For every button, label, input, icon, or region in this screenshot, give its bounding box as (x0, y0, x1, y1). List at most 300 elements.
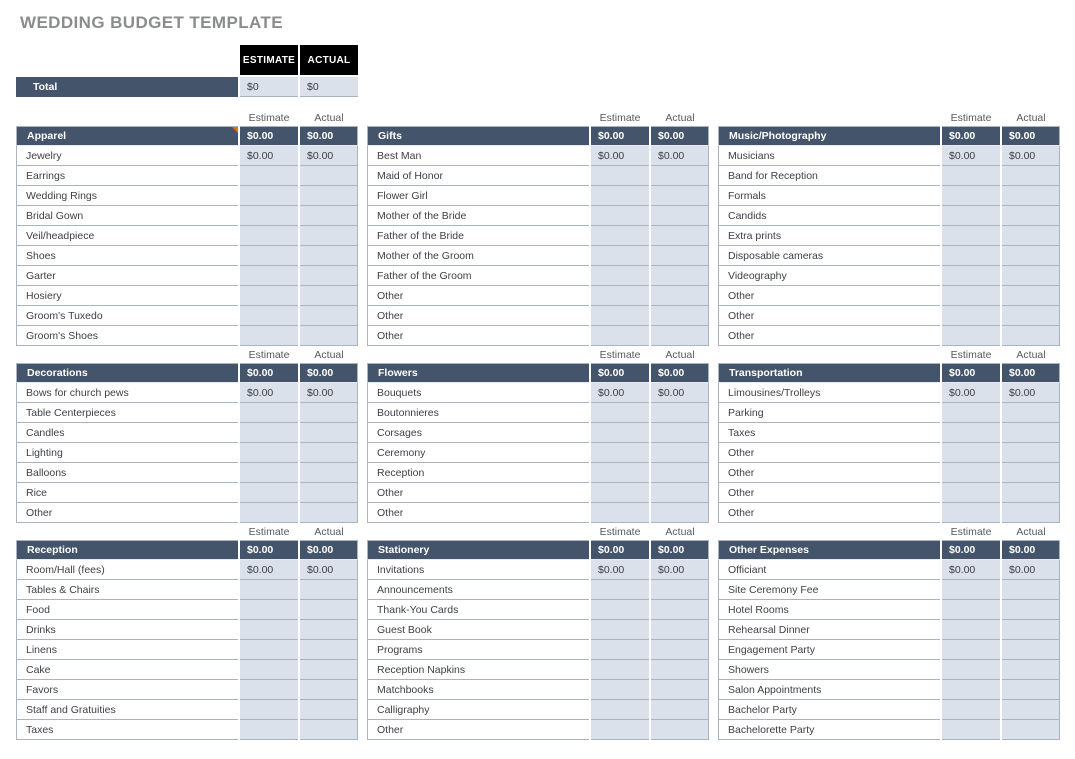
item-actual-cell[interactable] (1002, 680, 1060, 700)
item-estimate-cell[interactable] (240, 700, 298, 720)
actual-caption: Actual (665, 526, 695, 538)
item-estimate-cell[interactable] (942, 306, 1000, 326)
item-label-cell[interactable]: Other (718, 286, 940, 306)
item-actual-cell[interactable] (300, 306, 358, 326)
item-actual-cell[interactable] (651, 186, 709, 206)
item-actual-cell[interactable] (651, 443, 709, 463)
item-actual-cell[interactable] (300, 206, 358, 226)
item-estimate-cell[interactable] (942, 326, 1000, 346)
section-estimate-total-cell[interactable]: $0.00 (942, 126, 1000, 146)
item-estimate-cell[interactable] (591, 463, 649, 483)
item-actual-cell[interactable] (651, 600, 709, 620)
item-estimate-cell[interactable] (591, 600, 649, 620)
column-captions-row (367, 523, 709, 540)
item-actual-cell[interactable] (1002, 660, 1060, 680)
item-label-cell[interactable]: Candids (718, 206, 940, 226)
section-actual-total-cell[interactable]: $0.00 (1002, 126, 1060, 146)
item-actual-cell[interactable] (1002, 306, 1060, 326)
item-label-cell[interactable]: Invitations (367, 560, 589, 580)
item-label-cell[interactable]: Other (367, 306, 589, 326)
item-label-cell[interactable]: Tables & Chairs (16, 580, 238, 600)
item-actual-cell[interactable] (300, 620, 358, 640)
item-label-cell[interactable]: Reception (367, 463, 589, 483)
item-actual-cell[interactable] (300, 660, 358, 680)
item-label-cell[interactable]: Other (367, 503, 589, 523)
column-captions-row (718, 346, 1060, 363)
item-actual-cell[interactable] (300, 403, 358, 423)
item-label-cell[interactable]: Table Centerpieces (16, 403, 238, 423)
item-estimate-cell[interactable]: $0.00 (240, 560, 298, 580)
item-label-cell[interactable]: Cake (16, 660, 238, 680)
item-estimate-cell[interactable] (240, 286, 298, 306)
item-label-cell[interactable]: Disposable cameras (718, 246, 940, 266)
item-actual-cell[interactable] (651, 206, 709, 226)
item-estimate-cell[interactable] (240, 443, 298, 463)
item-actual-cell[interactable] (651, 463, 709, 483)
summary-estimate-header-cell[interactable]: ESTIMATE (240, 45, 298, 75)
item-actual-cell[interactable] (651, 503, 709, 523)
item-estimate-cell[interactable] (240, 403, 298, 423)
item-actual-cell[interactable] (1002, 503, 1060, 523)
item-actual-cell[interactable] (1002, 403, 1060, 423)
item-estimate-cell[interactable] (591, 266, 649, 286)
section-estimate-total-cell[interactable]: $0.00 (942, 363, 1000, 383)
item-estimate-cell[interactable] (240, 226, 298, 246)
item-estimate-cell[interactable] (240, 680, 298, 700)
column-captions-row (16, 523, 358, 540)
item-estimate-cell[interactable]: $0.00 (591, 146, 649, 166)
item-label-cell[interactable]: Site Ceremony Fee (718, 580, 940, 600)
section-table (718, 363, 1060, 523)
item-actual-cell[interactable] (1002, 720, 1060, 740)
item-label-cell[interactable]: Linens (16, 640, 238, 660)
section-actual-total-cell[interactable]: $0.00 (300, 126, 358, 146)
item-label-cell[interactable]: Other (718, 503, 940, 523)
actual-caption: Actual (314, 526, 344, 538)
item-actual-cell[interactable]: $0.00 (651, 383, 709, 403)
item-estimate-cell[interactable] (942, 580, 1000, 600)
item-label-cell[interactable]: Bachelor Party (718, 700, 940, 720)
item-estimate-cell[interactable] (591, 660, 649, 680)
section-actual-total-cell[interactable]: $0.00 (651, 126, 709, 146)
item-actual-cell[interactable] (651, 423, 709, 443)
item-label-cell[interactable]: Salon Appointments (718, 680, 940, 700)
item-estimate-cell[interactable] (240, 620, 298, 640)
item-actual-cell[interactable] (1002, 186, 1060, 206)
item-label-cell[interactable]: Showers (718, 660, 940, 680)
actual-caption: Actual (1016, 526, 1046, 538)
item-estimate-cell[interactable] (240, 266, 298, 286)
sections-column-3 (718, 109, 1060, 740)
section-estimate-total-cell[interactable]: $0.00 (591, 540, 649, 560)
item-label-cell[interactable]: Other (367, 326, 589, 346)
item-estimate-cell[interactable] (240, 206, 298, 226)
item-label-cell[interactable]: Bachelorette Party (718, 720, 940, 740)
summary-spacer (16, 45, 238, 75)
item-label-cell[interactable]: Father of the Bride (367, 226, 589, 246)
item-actual-cell[interactable] (300, 166, 358, 186)
item-estimate-cell[interactable] (942, 700, 1000, 720)
item-estimate-cell[interactable] (240, 166, 298, 186)
section-actual-total-cell[interactable]: $0.00 (1002, 540, 1060, 560)
item-estimate-cell[interactable] (942, 620, 1000, 640)
item-actual-cell[interactable] (300, 503, 358, 523)
section-table (718, 126, 1060, 346)
item-estimate-cell[interactable] (942, 186, 1000, 206)
section-header-cell[interactable]: Other Expenses (718, 540, 940, 560)
section-table (367, 540, 709, 740)
item-estimate-cell[interactable] (591, 246, 649, 266)
item-label-cell[interactable]: Candles (16, 423, 238, 443)
actual-caption: Actual (314, 349, 344, 361)
item-estimate-cell[interactable]: $0.00 (240, 146, 298, 166)
item-actual-cell[interactable] (651, 266, 709, 286)
item-label-cell[interactable]: Favors (16, 680, 238, 700)
item-label-cell[interactable]: Veil/headpiece (16, 226, 238, 246)
section-estimate-total-cell[interactable]: $0.00 (240, 363, 298, 383)
item-label-cell[interactable]: Formals (718, 186, 940, 206)
section-actual-total-cell[interactable]: $0.00 (1002, 363, 1060, 383)
section-header-cell[interactable]: Apparel (16, 126, 238, 146)
item-label-cell[interactable]: Balloons (16, 463, 238, 483)
item-actual-cell[interactable] (300, 680, 358, 700)
item-label-cell[interactable]: Bridal Gown (16, 206, 238, 226)
sections-column-1 (16, 109, 358, 740)
column-captions-row (16, 109, 358, 126)
item-estimate-cell[interactable] (942, 640, 1000, 660)
item-estimate-cell[interactable] (942, 246, 1000, 266)
item-actual-cell[interactable] (300, 423, 358, 443)
item-estimate-cell[interactable] (942, 660, 1000, 680)
section-estimate-total-cell[interactable]: $0.00 (591, 363, 649, 383)
item-actual-cell[interactable] (300, 483, 358, 503)
item-label-cell[interactable]: Videography (718, 266, 940, 286)
item-actual-cell[interactable] (651, 640, 709, 660)
item-label-cell[interactable]: Rice (16, 483, 238, 503)
item-estimate-cell[interactable] (240, 246, 298, 266)
item-estimate-cell[interactable]: $0.00 (942, 146, 1000, 166)
item-actual-cell[interactable] (1002, 246, 1060, 266)
item-label-cell[interactable]: Flower Girl (367, 186, 589, 206)
item-label-cell[interactable]: Groom's Shoes (16, 326, 238, 346)
item-actual-cell[interactable]: $0.00 (300, 560, 358, 580)
item-actual-cell[interactable] (651, 483, 709, 503)
item-label-cell[interactable]: Mother of the Bride (367, 206, 589, 226)
item-estimate-cell[interactable] (942, 266, 1000, 286)
item-actual-cell[interactable] (651, 286, 709, 306)
section-table (16, 126, 358, 346)
item-actual-cell[interactable] (1002, 423, 1060, 443)
item-estimate-cell[interactable] (591, 423, 649, 443)
item-actual-cell[interactable] (300, 600, 358, 620)
item-label-cell[interactable]: Matchbooks (367, 680, 589, 700)
actual-caption: Actual (665, 349, 695, 361)
item-actual-cell[interactable] (651, 226, 709, 246)
item-label-cell[interactable]: Other (367, 720, 589, 740)
item-actual-cell[interactable] (651, 166, 709, 186)
item-label-cell[interactable]: Guest Book (367, 620, 589, 640)
item-label-cell[interactable]: Other (718, 463, 940, 483)
section-estimate-total-cell[interactable]: $0.00 (942, 540, 1000, 560)
item-estimate-cell[interactable] (240, 503, 298, 523)
item-estimate-cell[interactable] (240, 660, 298, 680)
estimate-caption: Estimate (248, 349, 290, 361)
section-header-cell[interactable]: Decorations (16, 363, 238, 383)
item-estimate-cell[interactable]: $0.00 (591, 383, 649, 403)
actual-caption: Actual (314, 112, 344, 124)
estimate-caption: Estimate (950, 112, 992, 124)
section-header-cell[interactable]: Reception (16, 540, 238, 560)
item-estimate-cell[interactable] (591, 326, 649, 346)
item-estimate-cell[interactable] (942, 226, 1000, 246)
item-actual-cell[interactable]: $0.00 (1002, 560, 1060, 580)
item-actual-cell[interactable] (1002, 443, 1060, 463)
item-label-cell[interactable]: Earrings (16, 166, 238, 186)
sections-column-2 (367, 109, 709, 740)
section-table (367, 363, 709, 523)
item-estimate-cell[interactable]: $0.00 (240, 383, 298, 403)
item-actual-cell[interactable] (651, 326, 709, 346)
item-estimate-cell[interactable] (591, 700, 649, 720)
section-table (718, 540, 1060, 740)
section-actual-total-cell[interactable]: $0.00 (300, 540, 358, 560)
item-label-cell[interactable]: Other (718, 326, 940, 346)
item-estimate-cell[interactable] (591, 206, 649, 226)
item-actual-cell[interactable] (300, 463, 358, 483)
item-label-cell[interactable]: Best Man (367, 146, 589, 166)
item-label-cell[interactable]: Engagement Party (718, 640, 940, 660)
item-label-cell[interactable]: Taxes (718, 423, 940, 443)
section-actual-total-cell[interactable]: $0.00 (651, 540, 709, 560)
item-label-cell[interactable]: Drinks (16, 620, 238, 640)
section-header-cell[interactable]: Transportation (718, 363, 940, 383)
item-estimate-cell[interactable] (591, 166, 649, 186)
item-estimate-cell[interactable] (240, 720, 298, 740)
item-estimate-cell[interactable] (591, 286, 649, 306)
item-label-cell[interactable]: Boutonnieres (367, 403, 589, 423)
item-estimate-cell[interactable] (591, 443, 649, 463)
item-actual-cell[interactable] (300, 580, 358, 600)
page-title: WEDDING BUDGET TEMPLATE (20, 13, 283, 32)
sections-grid (16, 109, 1061, 740)
item-estimate-cell[interactable] (942, 720, 1000, 740)
total-label-cell[interactable]: Total (16, 77, 238, 97)
item-actual-cell[interactable] (1002, 463, 1060, 483)
item-estimate-cell[interactable] (942, 680, 1000, 700)
item-estimate-cell[interactable] (942, 206, 1000, 226)
item-label-cell[interactable]: Bows for church pews (16, 383, 238, 403)
item-label-cell[interactable]: Other (718, 483, 940, 503)
section-header-cell[interactable]: Stationery (367, 540, 589, 560)
item-estimate-cell[interactable]: $0.00 (942, 560, 1000, 580)
section-table (367, 126, 709, 346)
item-actual-cell[interactable]: $0.00 (300, 146, 358, 166)
item-estimate-cell[interactable] (942, 600, 1000, 620)
section-actual-total-cell[interactable]: $0.00 (651, 363, 709, 383)
item-actual-cell[interactable] (651, 306, 709, 326)
item-actual-cell[interactable]: $0.00 (1002, 383, 1060, 403)
estimate-caption: Estimate (599, 526, 641, 538)
item-actual-cell[interactable] (1002, 483, 1060, 503)
item-actual-cell[interactable]: $0.00 (651, 146, 709, 166)
item-actual-cell[interactable] (1002, 640, 1060, 660)
item-actual-cell[interactable] (300, 700, 358, 720)
item-actual-cell[interactable] (651, 246, 709, 266)
item-label-cell[interactable]: Programs (367, 640, 589, 660)
item-estimate-cell[interactable] (240, 600, 298, 620)
item-actual-cell[interactable] (651, 700, 709, 720)
item-estimate-cell[interactable] (591, 680, 649, 700)
item-actual-cell[interactable] (300, 266, 358, 286)
item-actual-cell[interactable]: $0.00 (1002, 146, 1060, 166)
item-actual-cell[interactable] (1002, 166, 1060, 186)
item-label-cell[interactable]: Father of the Groom (367, 266, 589, 286)
section-header-cell[interactable]: Gifts (367, 126, 589, 146)
item-actual-cell[interactable] (300, 246, 358, 266)
item-label-cell[interactable]: Hosiery (16, 286, 238, 306)
item-estimate-cell[interactable] (942, 463, 1000, 483)
item-actual-cell[interactable] (1002, 266, 1060, 286)
item-label-cell[interactable]: Shoes (16, 246, 238, 266)
item-actual-cell[interactable] (651, 620, 709, 640)
item-actual-cell[interactable] (1002, 600, 1060, 620)
section-estimate-total-cell[interactable]: $0.00 (240, 126, 298, 146)
section-actual-total-cell[interactable]: $0.00 (300, 363, 358, 383)
item-estimate-cell[interactable] (591, 403, 649, 423)
item-actual-cell[interactable] (1002, 700, 1060, 720)
item-actual-cell[interactable]: $0.00 (651, 560, 709, 580)
item-label-cell[interactable]: Food (16, 600, 238, 620)
item-actual-cell[interactable]: $0.00 (300, 383, 358, 403)
item-estimate-cell[interactable] (591, 620, 649, 640)
item-label-cell[interactable]: Parking (718, 403, 940, 423)
item-estimate-cell[interactable] (942, 443, 1000, 463)
actual-caption: Actual (665, 112, 695, 124)
item-estimate-cell[interactable] (591, 186, 649, 206)
item-label-cell[interactable]: Groom's Tuxedo (16, 306, 238, 326)
item-actual-cell[interactable] (300, 226, 358, 246)
item-label-cell[interactable]: Other (718, 443, 940, 463)
item-estimate-cell[interactable] (942, 166, 1000, 186)
item-label-cell[interactable]: Other (718, 306, 940, 326)
section-header-cell[interactable]: Flowers (367, 363, 589, 383)
item-label-cell[interactable]: Announcements (367, 580, 589, 600)
item-label-cell[interactable]: Band for Reception (718, 166, 940, 186)
item-estimate-cell[interactable] (591, 226, 649, 246)
item-actual-cell[interactable] (1002, 580, 1060, 600)
item-actual-cell[interactable] (1002, 286, 1060, 306)
item-label-cell[interactable]: Hotel Rooms (718, 600, 940, 620)
column-captions-row (367, 109, 709, 126)
item-label-cell[interactable]: Room/Hall (fees) (16, 560, 238, 580)
item-actual-cell[interactable] (1002, 620, 1060, 640)
item-label-cell[interactable]: Lighting (16, 443, 238, 463)
item-estimate-cell[interactable] (942, 403, 1000, 423)
item-label-cell[interactable]: Maid of Honor (367, 166, 589, 186)
item-label-cell[interactable]: Musicians (718, 146, 940, 166)
total-actual-cell[interactable]: $0 (300, 77, 358, 97)
item-actual-cell[interactable] (651, 660, 709, 680)
item-label-cell[interactable]: Ceremony (367, 443, 589, 463)
item-actual-cell[interactable] (651, 403, 709, 423)
item-estimate-cell[interactable] (240, 463, 298, 483)
item-actual-cell[interactable] (1002, 326, 1060, 346)
item-actual-cell[interactable] (300, 186, 358, 206)
summary-actual-header-cell[interactable]: ACTUAL (300, 45, 358, 75)
item-label-cell[interactable]: Limousines/Trolleys (718, 383, 940, 403)
item-label-cell[interactable]: Calligraphy (367, 700, 589, 720)
estimate-caption: Estimate (248, 112, 290, 124)
item-label-cell[interactable]: Staff and Gratuities (16, 700, 238, 720)
item-actual-cell[interactable] (651, 680, 709, 700)
item-label-cell[interactable]: Other (367, 286, 589, 306)
estimate-caption: Estimate (950, 349, 992, 361)
item-label-cell[interactable]: Extra prints (718, 226, 940, 246)
item-estimate-cell[interactable] (942, 286, 1000, 306)
note-corner-icon (232, 127, 238, 133)
item-estimate-cell[interactable] (591, 306, 649, 326)
item-estimate-cell[interactable] (591, 720, 649, 740)
item-label-cell[interactable]: Mother of the Groom (367, 246, 589, 266)
item-estimate-cell[interactable] (240, 186, 298, 206)
item-actual-cell[interactable] (1002, 226, 1060, 246)
item-actual-cell[interactable] (300, 326, 358, 346)
item-estimate-cell[interactable] (240, 483, 298, 503)
item-actual-cell[interactable] (300, 286, 358, 306)
item-actual-cell[interactable] (651, 580, 709, 600)
item-estimate-cell[interactable] (591, 640, 649, 660)
item-estimate-cell[interactable] (942, 503, 1000, 523)
section-header-cell[interactable]: Music/Photography (718, 126, 940, 146)
item-label-cell[interactable]: Taxes (16, 720, 238, 740)
item-actual-cell[interactable] (300, 720, 358, 740)
item-label-cell[interactable]: Bouquets (367, 383, 589, 403)
item-estimate-cell[interactable]: $0.00 (942, 383, 1000, 403)
item-estimate-cell[interactable] (240, 640, 298, 660)
item-label-cell[interactable]: Jewelry (16, 146, 238, 166)
item-label-cell[interactable]: Other (367, 483, 589, 503)
item-estimate-cell[interactable] (240, 580, 298, 600)
item-estimate-cell[interactable] (591, 580, 649, 600)
item-estimate-cell[interactable] (591, 483, 649, 503)
item-estimate-cell[interactable] (240, 306, 298, 326)
item-actual-cell[interactable] (651, 720, 709, 740)
item-label-cell[interactable]: Officiant (718, 560, 940, 580)
item-label-cell[interactable]: Wedding Rings (16, 186, 238, 206)
item-estimate-cell[interactable] (942, 423, 1000, 443)
item-label-cell[interactable]: Garter (16, 266, 238, 286)
estimate-caption: Estimate (248, 526, 290, 538)
item-actual-cell[interactable] (1002, 206, 1060, 226)
item-label-cell[interactable]: Rehearsal Dinner (718, 620, 940, 640)
section-estimate-total-cell[interactable]: $0.00 (591, 126, 649, 146)
item-label-cell[interactable]: Thank-You Cards (367, 600, 589, 620)
item-actual-cell[interactable] (300, 640, 358, 660)
item-label-cell[interactable]: Corsages (367, 423, 589, 443)
column-captions-row (367, 346, 709, 363)
estimate-caption: Estimate (599, 349, 641, 361)
item-label-cell[interactable]: Other (16, 503, 238, 523)
item-estimate-cell[interactable] (240, 326, 298, 346)
item-label-cell[interactable]: Reception Napkins (367, 660, 589, 680)
item-estimate-cell[interactable]: $0.00 (591, 560, 649, 580)
item-estimate-cell[interactable] (942, 483, 1000, 503)
item-estimate-cell[interactable] (591, 503, 649, 523)
total-estimate-cell[interactable]: $0 (240, 77, 298, 97)
item-actual-cell[interactable] (300, 443, 358, 463)
section-estimate-total-cell[interactable]: $0.00 (240, 540, 298, 560)
item-estimate-cell[interactable] (240, 423, 298, 443)
